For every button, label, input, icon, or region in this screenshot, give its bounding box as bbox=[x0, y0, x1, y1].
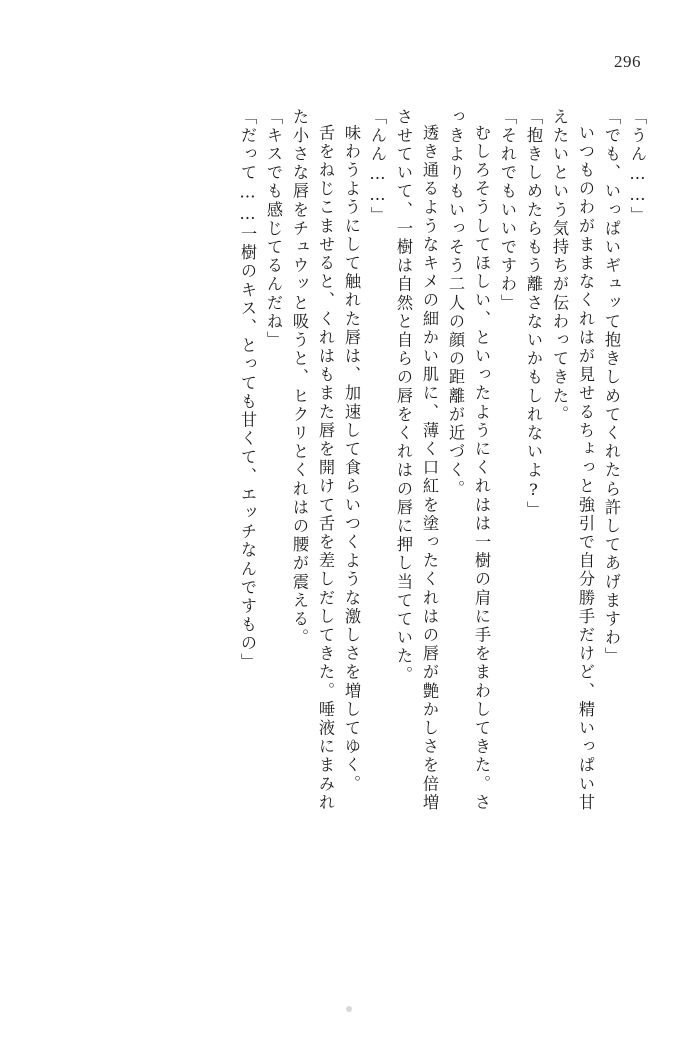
text-line: 味わうようにして触れた唇は、加速して食らいつくような激しさを増してゆく。 bbox=[342, 124, 361, 794]
text-line: 「うん……」 bbox=[628, 108, 647, 226]
text-line: させていて、一樹は自然と自らの唇をくれはの唇に押し当てていた。 bbox=[394, 108, 413, 685]
text-line: いつものわがままなくれはが見せるちょっと強引で自分勝手だけど、精いっぱい甘 bbox=[576, 124, 595, 813]
text-line: 「キスでも感じてるんだね」 bbox=[264, 108, 283, 350]
vertical-text-block bbox=[52, 108, 645, 988]
text-line: 舌をねじこませると、くれはもまた唇を開けて舌を差しだしてきた。唾液にまみれ bbox=[316, 124, 335, 813]
text-line: むしろそうしてほしい、といったようにくれはは一樹の肩に手をまわしてきた。さ bbox=[472, 124, 491, 813]
text-line: 「だって……一樹のキス、とっても甘くて、エッチなんですもの」 bbox=[238, 108, 257, 672]
text-line: 「でも、いっぱいギュッて抱きしめてくれたら許してあげますわ」 bbox=[602, 108, 621, 666]
text-line: 「抱きしめたらもう離さないかもしれないよ?」 bbox=[524, 108, 543, 520]
text-line: えたいという気持ちが伝わってきた。 bbox=[550, 108, 569, 425]
text-line: 透き通るようなキメの細かい肌に、薄く口紅を塗ったくれはの唇が艶かしさを倍増 bbox=[420, 124, 439, 813]
text-line: っきよりもいっそう二人の顔の距離が近づく。 bbox=[446, 108, 465, 499]
text-line: 「んん……」 bbox=[368, 108, 387, 226]
page-number: 296 bbox=[614, 52, 641, 71]
footer-dot-mark bbox=[346, 1006, 352, 1012]
text-line: た小さな唇をチュウッと吸うと、ヒクリとくれはの腰が震える。 bbox=[290, 108, 309, 648]
text-line: 「それでもいいですわ」 bbox=[498, 108, 517, 313]
